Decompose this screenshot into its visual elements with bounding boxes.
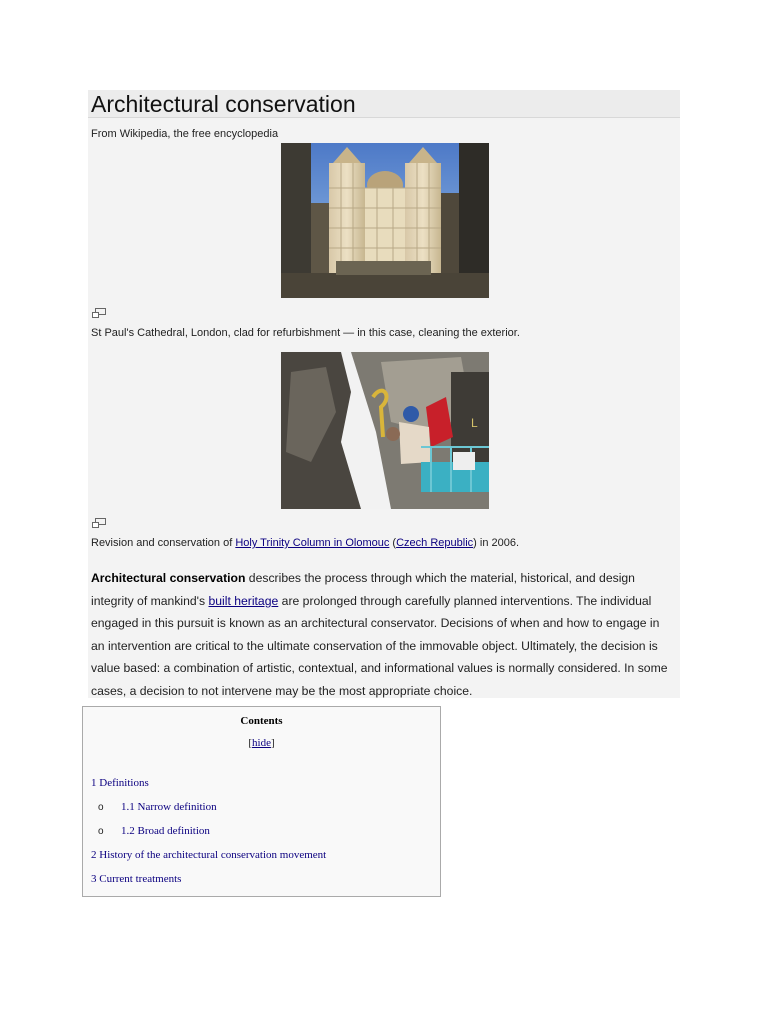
restoration-illustration <box>281 352 489 509</box>
toc-title: Contents <box>240 715 283 727</box>
caption-text: Revision and conservation of <box>91 537 236 549</box>
toc-item-narrow-definition[interactable]: 1.1 Narrow definition <box>121 801 217 813</box>
toc-item-broad-definition[interactable]: 1.2 Broad definition <box>121 825 210 837</box>
page-title: Architectural conservation <box>91 91 356 117</box>
czech-republic-link[interactable]: Czech Republic <box>396 537 474 549</box>
enlarge-icon[interactable] <box>92 308 106 318</box>
table-of-contents <box>82 706 441 897</box>
enlarge-icon[interactable] <box>92 518 106 528</box>
intro-paragraph <box>91 567 676 703</box>
toc-hide-link[interactable]: hide <box>252 737 271 749</box>
toc-item-current-treatments[interactable]: 3 Current treatments <box>91 873 182 885</box>
toc-item-history[interactable]: 2 History of the architectural conservation movement <box>91 849 327 861</box>
intro-text: are prolonged through carefully planned interventions. The individual engaged in this pursuit is known as an architectural conservator. Decisions of when and how to engage in an intervention are critical to the ultimate conservation of the immovable object. Ultimately, the decision is value based: a combination of artistic, contextual, and informational values is normally considered. In some cases, a decision to not intervene may be the most appropriate choice. <box>91 593 668 698</box>
toc-toggle <box>83 737 440 749</box>
svg-text:L: L <box>471 416 478 430</box>
figure-caption: St Paul's Cathedral, London, clad for refurbishment — in this case, cleaning the exterior. <box>91 327 520 339</box>
cathedral-image[interactable] <box>281 143 489 298</box>
toc-item-definitions[interactable]: 1 Definitions <box>91 777 149 789</box>
caption-text: ( <box>389 537 397 549</box>
caption-text: ) in 2006. <box>473 537 520 549</box>
tagline: From Wikipedia, the free encyclopedia <box>91 128 279 140</box>
toc-bullet: o <box>98 802 104 813</box>
intro-text: describes the process through which the material, historical, and design integrity of mankind's <box>91 571 635 608</box>
toc-bracket: ] <box>270 737 275 749</box>
toc-bracket: [ <box>248 737 253 749</box>
intro-bold-term: Architectural conservation <box>91 571 246 585</box>
holy-trinity-column-image[interactable] <box>281 352 489 509</box>
cathedral-illustration <box>281 143 489 298</box>
toc-bullet: o <box>98 826 104 837</box>
figure-caption <box>91 537 519 549</box>
holy-trinity-column-link[interactable]: Holy Trinity Column in Olomouc <box>235 537 390 549</box>
built-heritage-link[interactable]: built heritage <box>208 593 279 608</box>
